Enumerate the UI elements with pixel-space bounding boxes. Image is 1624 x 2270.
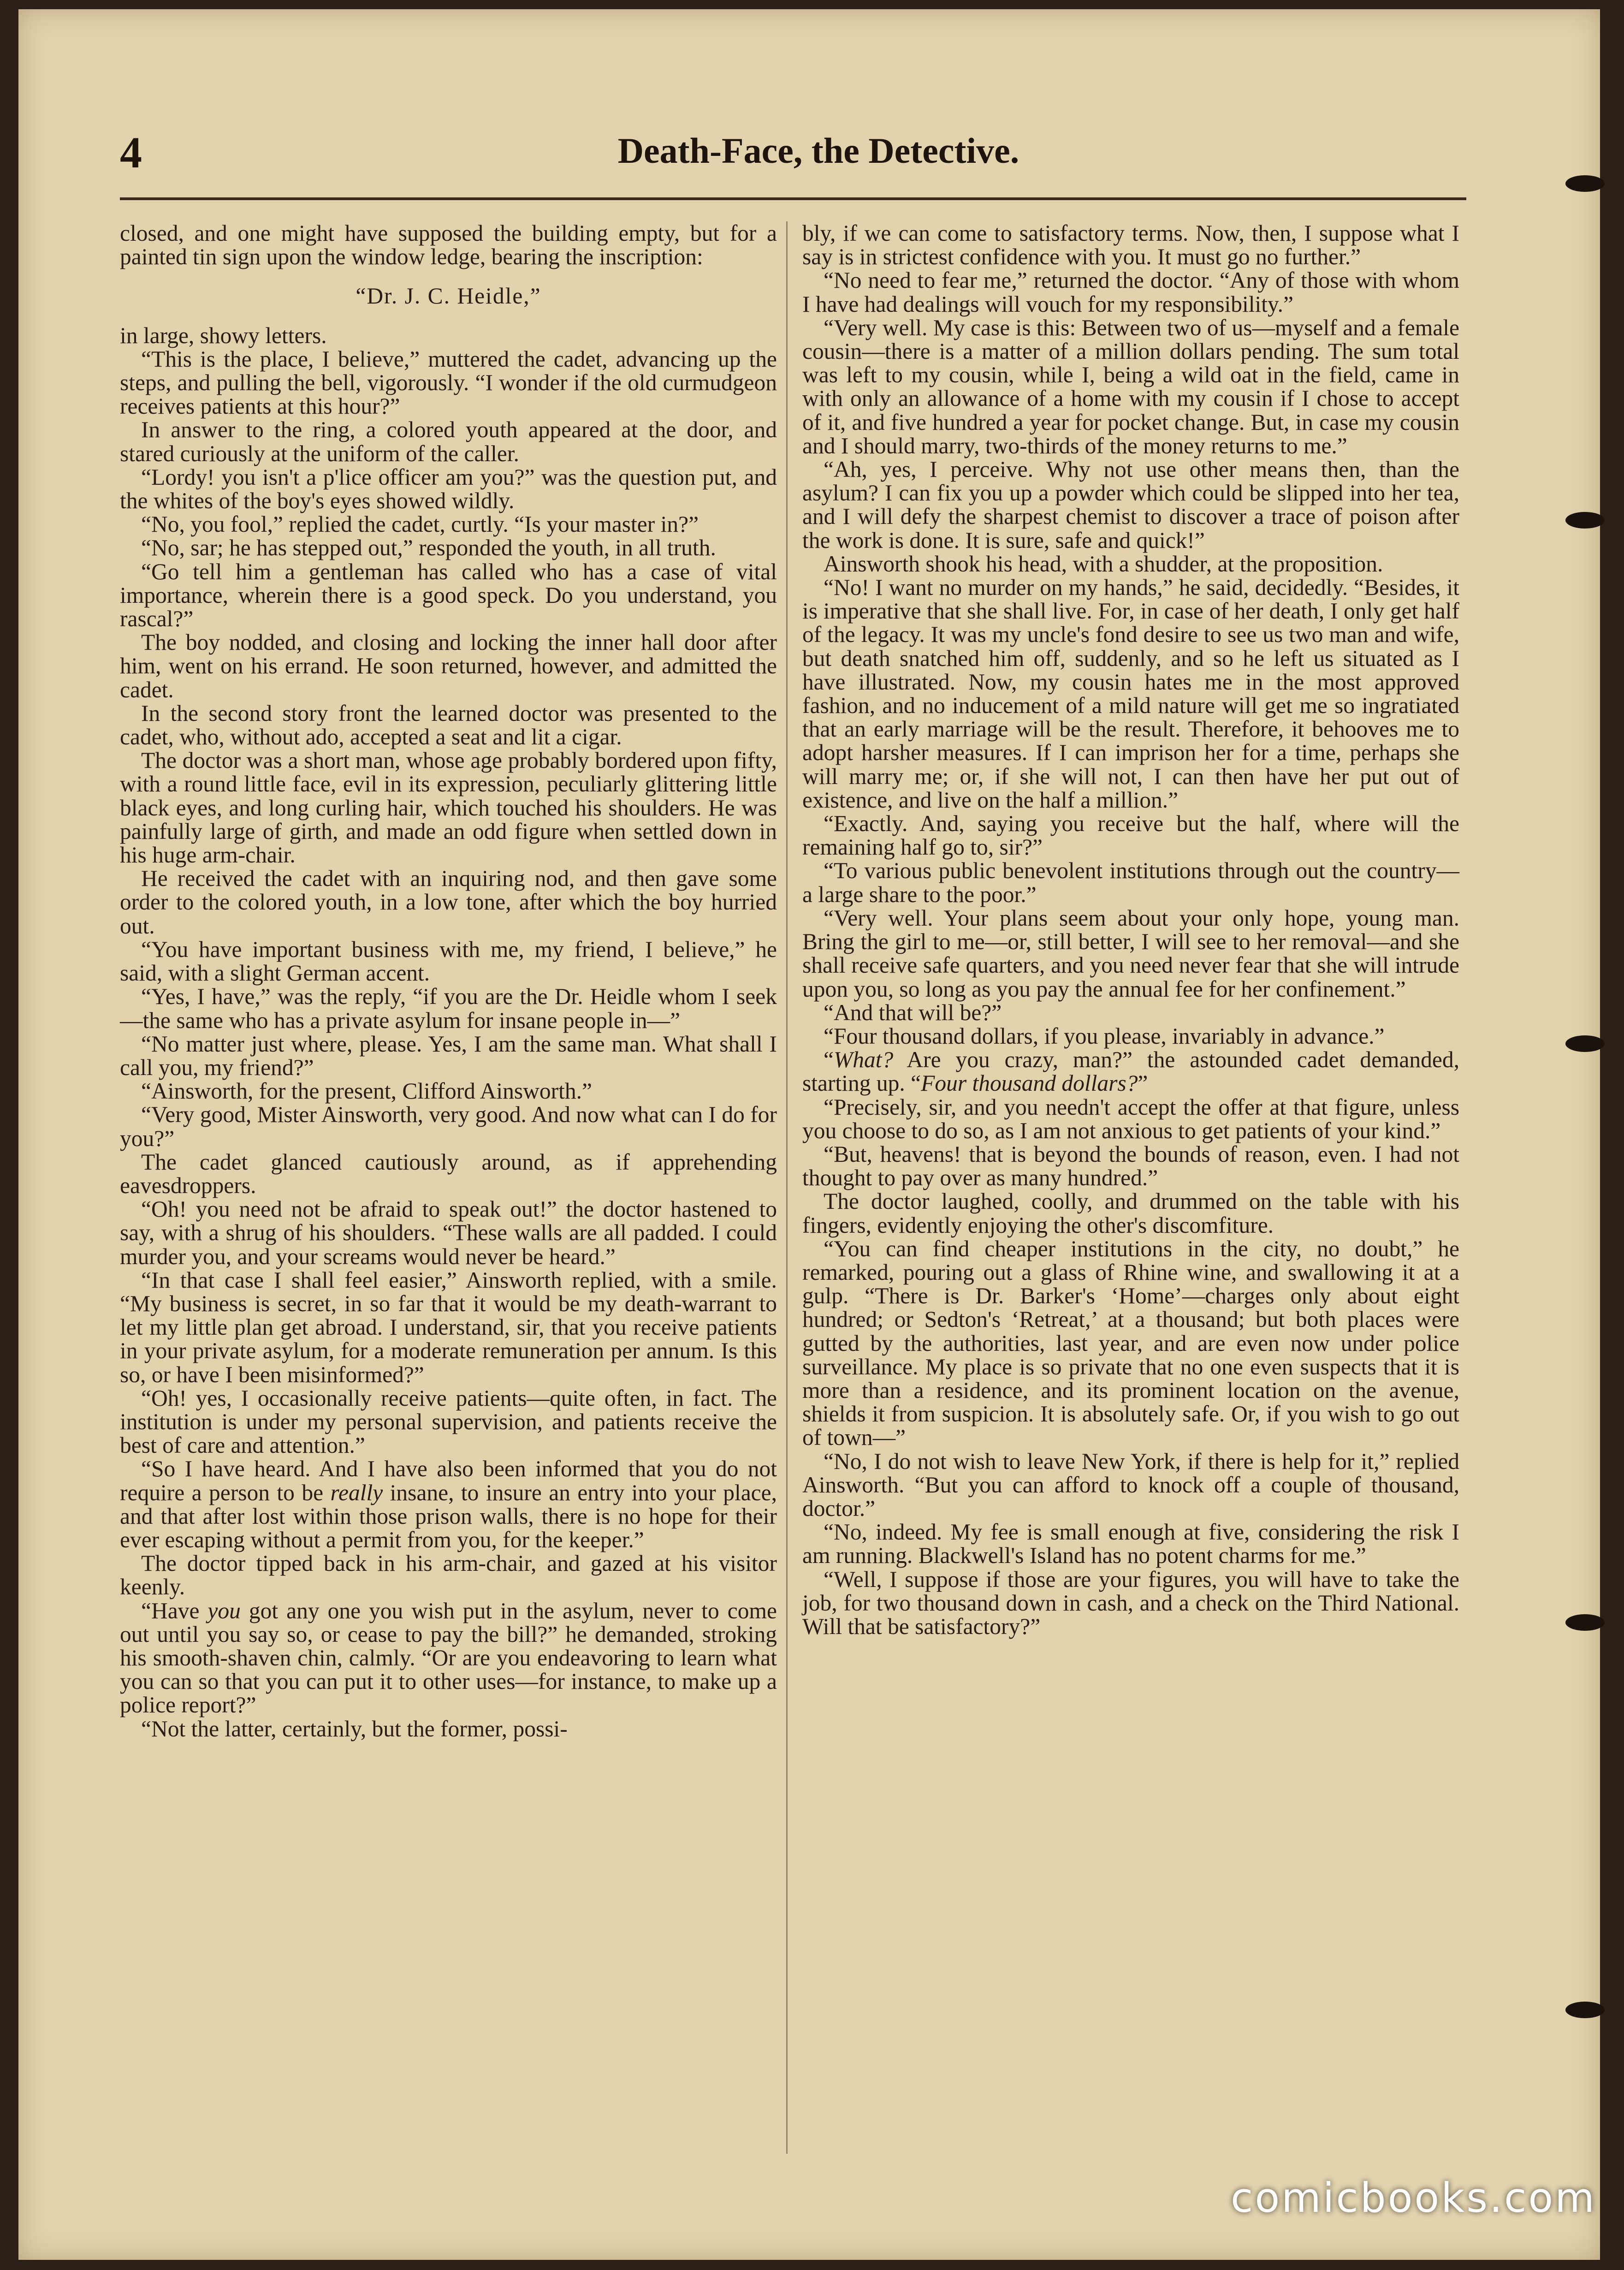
paragraph: “Ah, yes, I perceive. Why not use other means then, than the asylum? I can fix you up a powder which could be slipped into her tea, and I will defy the sharpest chemist to discover a trace of poison after the work is done. It is sure, safe and quick!” — [802, 457, 1459, 553]
watermark: comicbooks.com — [1230, 2174, 1596, 2222]
paragraph: “To various public benevolent institutions through out the country—a large share to the poor.” — [802, 858, 1459, 907]
paragraph: “Precisely, sir, and you needn't accept the offer at that figure, unless you choose to do so, as I am not anxious to get patients of your kind.” — [802, 1094, 1459, 1143]
paragraph: “No, sar; he has stepped out,” responded the youth, in all truth. — [141, 535, 716, 561]
paragraph: “No matter just where, please. Yes, I am the same man. What shall I call you, my friend?” — [120, 1031, 777, 1080]
paragraph: “No, I do not wish to leave New York, if there is help for it,” replied Ainsworth. “But you can afford to knock off a couple of thousand, doctor.” — [802, 1448, 1459, 1521]
newspaper-page — [18, 9, 1600, 2260]
paragraph — [802, 1048, 1459, 1095]
paragraph: “Ainsworth, for the present, Clifford Ainsworth.” — [141, 1078, 592, 1104]
paragraph: “You have important business with me, my friend, I believe,” he said, with a slight German accent. — [120, 936, 777, 986]
text-run: “ — [824, 1047, 834, 1073]
paragraph: He received the cadet with an inquiring nod, and then gave some order to the colored youth, in a low tone, after which the boy hurried out. — [120, 866, 777, 939]
page-title: Death-Face, the Detective. — [617, 131, 1019, 171]
text-run: got any one you wish put in the asylum, never to come out until you say so, or cease to pay the bill?” he demanded, stroking his smooth-shaven chin, calmly. “Or are you endeavoring to learn what you can so that you can put it to other uses—for instance, to make up a police report?” — [120, 1598, 777, 1718]
paragraph: closed, and one might have supposed the building empty, but for a painted tin sign upon the window ledge, bearing the inscription: — [120, 220, 777, 270]
paragraph: “Yes, I have,” was the reply, “if you are the Dr. Heidle whom I seek—the same who has a private asylum for insane people in—” — [120, 984, 777, 1033]
paragraph: “Lordy! you isn't a p'lice officer am you?” was the question put, and the whites of the boy's eyes showed wildly. — [120, 464, 777, 514]
text-run: “So I have heard. And I have also been informed that you do not require a person to be — [120, 1456, 777, 1505]
column-divider — [786, 221, 788, 2154]
paragraph: “And that will be?” — [824, 999, 1002, 1025]
paragraph: “This is the place, I believe,” muttered the cadet, advancing up the steps, and pulling the bell, vigorously. “I wonder if the old curmudgeon receives patients at this hour?” — [120, 346, 777, 419]
text-run: “Have — [141, 1598, 208, 1623]
text-run: Are you crazy, man?” the astounded cadet demanded, starting up. “ — [802, 1047, 1459, 1096]
paragraph: “No, you fool,” replied the cadet, curtly. “Is your master in?” — [141, 511, 699, 537]
paragraph: “Oh! yes, I occasionally receive patients—quite often, in fact. The institution is under my personal supervision, and patients receive the best of care and attention.” — [120, 1385, 777, 1458]
paragraph: “No need to fear me,” returned the doctor. “Any of those with whom I have had dealings will vouch for my responsibility.” — [802, 267, 1459, 317]
paragraph: “Four thousand dollars, if you please, invariably in advance.” — [824, 1023, 1385, 1049]
emphasis: you — [207, 1598, 241, 1623]
paragraph: The doctor tipped back in his arm-chair, and gazed at his visitor keenly. — [120, 1551, 777, 1600]
paragraph: “No! I want no murder on my hands,” he said, decidedly. “Besides, it is imperative that she shall live. For, in case of her death, I only get half of the legacy. It was my uncle's fond desire to see us two man and wife, but death snatched him off, suddenly, and so he left us situated as I have illustrated. Now, my cousin hates me in the most approved fashion, and no inducement of a mild nature will get me so ingratiated that an early marriage will be the result. Therefore, it behooves me to adopt harsher measures. If I can imprison her for a time, perhaps she will marry me; or, if she will not, I can then have her put out of existence, and live on the half a million.” — [802, 575, 1459, 813]
paragraph: “Very good, Mister Ainsworth, very good. And now what can I do for you?” — [120, 1102, 777, 1151]
paragraph: in large, showy letters. — [120, 322, 327, 348]
emphasis: really — [330, 1480, 383, 1505]
paragraph: The cadet glanced cautiously around, as if apprehending eavesdroppers. — [120, 1149, 777, 1198]
paragraph: “Very well. Your plans seem about your only hope, young man. Bring the girl to me—or, still better, I will see to her removal—and she shall receive safe quarters, and you need never fear that she will intrude upon you, so long as you pay the annual fee for her confinement.” — [802, 905, 1459, 1002]
page-number: 4 — [120, 128, 142, 177]
paragraph: “Well, I suppose if those are your figures, you will have to take the job, for two thousand down in cash, and a check on the Third National. Will that be satisfactory?” — [802, 1566, 1459, 1639]
paragraph — [120, 1599, 777, 1717]
paragraph: The boy nodded, and closing and locking the inner hall door after him, went on his errand. He soon returned, however, and admitted the cadet. — [120, 630, 777, 702]
paragraph: “Oh! you need not be afraid to speak out!” the doctor hastened to say, with a shrug of his shoulders. “These walls are all padded. I could murder you, and your screams would never be heard.” — [120, 1196, 777, 1269]
paragraph: “Go tell him a gentleman has called who has a case of vital importance, wherein there is a good speck. Do you understand, you rascal?” — [120, 559, 777, 632]
binding-hole — [1565, 175, 1605, 192]
emphasis: What? — [833, 1047, 894, 1073]
paragraph: “Very well. My case is this: Between two of us—myself and a female cousin—there is a matter of a million dollars pending. The sum total was left to my cousin, while I, being a wild oat in the field, came in with only an allowance of a home with my cousin if I chose to accept of it, and five hundred a year for pocket change. But, in case my cousin and I should marry, two-thirds of the money returns to me.” — [802, 315, 1459, 458]
binding-hole — [1565, 2002, 1605, 2018]
paragraph: The doctor was a short man, whose age probably bordered upon fifty, with a round little face, evil in its expression, peculiarly glittering little black eyes, and long curling hair, which touched his shoulders. He was painfully large of girth, and made an odd figure when settled down in his huge arm-chair. — [120, 748, 777, 868]
paragraph: “You can find cheaper institutions in the city, no doubt,” he remarked, pouring out a glass of Rhine wine, and swallowing it at a gulp. “There is Dr. Barker's ‘Home’—charges only about eight hundred; or Sedton's ‘Retreat,’ at a thousand; but both places were gutted by the authorities, last year, and are even now under police surveillance. My place is so private that no one even suspects that it is more than a residence, and its prominent location on the avenue, shields it from suspicion. It is absolutely safe. Or, if you wish to go out of town—” — [802, 1236, 1459, 1450]
text-run: insane, to insure an entry into your place, and that after lost within those prison walls, there is no hope for their ever escaping without a permit from you, for the keeper.” — [120, 1480, 777, 1552]
binding-hole — [1565, 512, 1605, 529]
paragraph: bly, if we can come to satisfactory terms. Now, then, I suppose what I say is in strictest confidence with you. It must go no further.” — [802, 220, 1459, 270]
text-column-right — [802, 221, 1459, 1638]
text-column-left — [120, 221, 777, 1741]
binding-hole — [1565, 1035, 1605, 1052]
paragraph: The doctor laughed, coolly, and drummed on the table with his fingers, evidently enjoying the other's discomfiture. — [802, 1188, 1459, 1238]
sign-inscription: “Dr. J. C. Heidle,” — [356, 283, 541, 309]
paragraph: “But, heavens! that is beyond the bounds of reason, even. I had not thought to pay over as many hundred.” — [802, 1141, 1459, 1191]
paragraph: “No, indeed. My fee is small enough at five, considering the risk I am running. Blackwell's Island has no potent charms for me.” — [802, 1519, 1459, 1569]
emphasis: Four thousand dollars? — [921, 1070, 1138, 1096]
paragraph: “Not the latter, certainly, but the former, possi- — [141, 1716, 568, 1741]
text-run: ” — [1138, 1070, 1148, 1096]
paragraph — [120, 1457, 777, 1551]
header-rule — [120, 197, 1466, 200]
paragraph: “In that case I shall feel easier,” Ainsworth replied, with a smile. “My business is secret, in so far that it would be my death-warrant to let my little plan get abroad. I understand, sir, that you receive patients in your private asylum, for a moderate remuneration per annum. Is this so, or have I been misinformed?” — [120, 1267, 777, 1387]
binding-hole — [1565, 1614, 1605, 1631]
paragraph: In the second story front the learned doctor was presented to the cadet, who, without ado, accepted a seat and lit a cigar. — [120, 700, 777, 750]
paragraph: Ainsworth shook his head, with a shudder, at the proposition. — [824, 551, 1383, 576]
paragraph: In answer to the ring, a colored youth appeared at the door, and stared curiously at the uniform of the caller. — [120, 417, 777, 466]
paragraph: “Exactly. And, saying you receive but the half, where will the remaining half go to, sir?” — [802, 811, 1459, 860]
